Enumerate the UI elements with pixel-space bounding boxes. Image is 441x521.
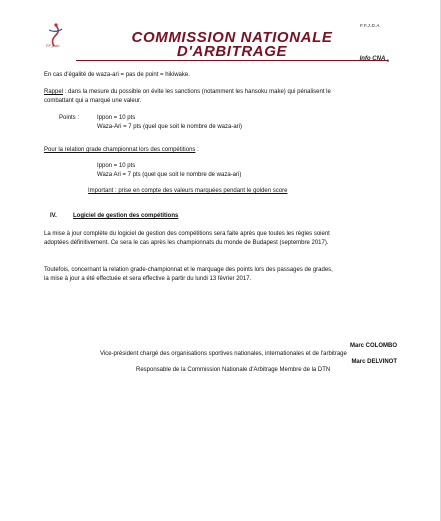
toutefois-line2: la mise à jour a été effectuée et sera effective à partir du lundi 13 février 2017. bbox=[44, 276, 252, 282]
points-ippon: Ippon = 10 pts bbox=[97, 115, 136, 121]
points-label: Points : bbox=[59, 115, 80, 121]
signatory-name-2: Marc DELVINOT bbox=[351, 359, 397, 365]
grade-heading-suffix: : bbox=[195, 147, 199, 153]
grade-heading bbox=[44, 146, 199, 154]
grade-ippon: Ippon = 10 pts bbox=[97, 163, 136, 169]
signatory-role-1: Vice-président chargé des organisations sportives nationales, internationales et de l'arbitrage bbox=[100, 351, 347, 357]
important-note: Important : prise en compte des valeurs marquées pendant le golden score bbox=[88, 188, 288, 194]
grade-heading-text: Pour la relation grade championnat lors des compétitions bbox=[44, 147, 196, 153]
rappel-line2: combattant qui a marqué une valeur. bbox=[44, 98, 142, 104]
info-number: 3 bbox=[386, 58, 389, 64]
logo-caption: FF judo bbox=[46, 43, 60, 48]
rappel-text1: : dans la mesure du possible on évite les sanctions (notamment les hansoku make) qui pénalisent le bbox=[63, 89, 331, 95]
page-title-line1: COMMISSION NATIONALE bbox=[131, 29, 333, 46]
rappel-line1 bbox=[44, 88, 331, 96]
toutefois-line1: Toutefois, concernant la relation grade-championnat et le marquage des points lors des passages de grades, bbox=[44, 267, 333, 273]
equality-line: En cas d'égalité de waza-ari = pas de point = hikiwake. bbox=[44, 72, 190, 78]
page-title-line2: D'ARBITRAGE bbox=[176, 43, 288, 60]
signatory-name-1: Marc COLOMBO bbox=[349, 343, 397, 349]
section-title: Logiciel de gestion des compétitions bbox=[73, 213, 179, 219]
info-label bbox=[360, 56, 389, 63]
signatory-role-2: Responsable de la Commission Nationale d'Arbitrage Membre de la DTN bbox=[136, 367, 331, 373]
software-line2: adoptées définitivement. Ce sera le cas après les championnats du monde de Budapest (septembre 2017). bbox=[44, 240, 329, 246]
rappel-label: Rappel bbox=[44, 89, 64, 95]
section-number: IV. bbox=[50, 213, 57, 219]
points-waza: Waza-Ari = 7 pts (quel que soit le nombre de waza-ari) bbox=[97, 124, 243, 130]
info-text: Info CNA bbox=[359, 56, 386, 62]
org-label: F.F.J.D.A. bbox=[359, 23, 381, 28]
grade-waza: Waza Ari = 7 pts (quel que soit le nombre de waza-ari) bbox=[97, 172, 242, 178]
software-line1: La mise à jour complète du logiciel de gestion des compétitions sera faite après que toutes les règles soient bbox=[44, 231, 330, 237]
